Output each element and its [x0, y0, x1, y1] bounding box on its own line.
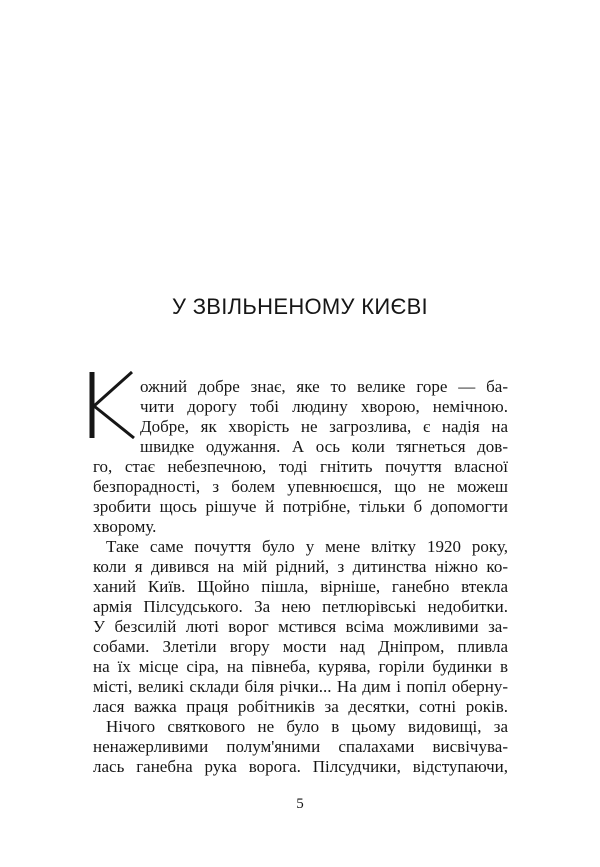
text-line: армія Пілсудського. За нею петлюрівські недобитки. [93, 597, 508, 616]
text-line: швидке одужання. А ось коли тягнеться дов- [140, 437, 508, 456]
text-line: зробити щось рішуче й потрібне, тільки б допомогти [93, 497, 508, 516]
chapter-title: У ЗВІЛЬНЕНОМУ КИЄВІ [172, 294, 428, 319]
text-line: чити дорогу тобі людину хворою, немічною. [140, 397, 508, 416]
text-line: ожний добре знає, яке то велике горе — ба- [140, 377, 508, 396]
text-line: Нічого святкового не було в цьому видовищі, за [106, 717, 508, 736]
text-line: хворому. [93, 517, 157, 536]
text-line: Добре, як хворість не загрозлива, є надія на [140, 417, 508, 436]
text-line: Таке саме почуття було у мене влітку 1920 року, [106, 537, 508, 556]
text-line: У безсилій люті ворог мстився всіма можливими за- [93, 617, 508, 636]
text-line: безпорадності, з болем упевнюєшся, що не можеш [93, 477, 508, 496]
text-line: лася важка праця робітників за десятки, сотні років. [93, 697, 508, 716]
text-line: ненажерливими полум'яними спалахами висвічува- [93, 737, 508, 756]
text-line: місті, великі склади біля річки... На дим і попіл оберну- [93, 677, 508, 696]
page-number: 5 [296, 796, 304, 812]
text-line: ханий Київ. Щойно пішла, вірніше, ганебно втекла [93, 577, 508, 596]
text-line: собами. Злетіли вгору мости над Дніпром, пливла [93, 637, 508, 656]
text-line: коли я дивився на мій рідний, з дитинства ніжно ко- [93, 557, 508, 576]
text-line: го, стає небезпечною, тоді гнітить почуття власної [93, 457, 508, 476]
text-line: лась ганебна рука ворога. Пілсудчики, відступаючи, [93, 757, 508, 776]
drop-cap [86, 370, 136, 440]
text-line: на їх місце сіра, на півнеба, курява, горіли будинки в [93, 657, 508, 676]
